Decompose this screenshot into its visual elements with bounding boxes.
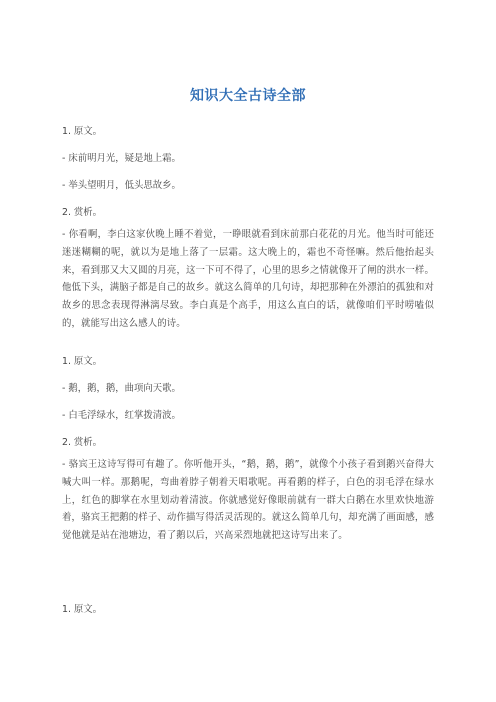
section-heading: 2. 赏析。	[62, 207, 103, 218]
section-heading: 1. 原文。	[62, 356, 103, 367]
poem-line: - 白毛浮绿水，红掌拨清波。	[62, 410, 181, 421]
section-heading: 2. 赏析。	[62, 437, 103, 448]
section-heading: 1. 原文。	[62, 604, 103, 615]
document-title: 知识大全古诗全部	[190, 88, 306, 104]
poem-line: - 鹅，鹅，鹅，曲项向天歌。	[62, 383, 181, 394]
poem-line: - 床前明月光，疑是地上霜。	[62, 153, 181, 164]
section-heading: 1. 原文。	[62, 126, 103, 137]
poem-line: - 举头望明月，低头思故乡。	[62, 180, 181, 191]
analysis-paragraph: - 你看啊，李白这家伙晚上睡不着觉，一睁眼就看到床前那白花花的月光。他当时可能还迷迷糊糊的呢，就以为是地上落了一层霜。这大晚上的，霜也不奇怪嘛。然后他抬起头来，看到那又大又圆的月亮，这一下可不得了，心里的思乡之情就像开了闸的洪水一样。他低下头，满脑子都是自己的故乡。就这么简单的几句诗，却把那种在外漂泊的孤独和对故乡的思念表现得淋漓尽致。李白真是个高手，用这么直白的话，就像咱们平时唠嗑似的，就能写出这么感人的诗。	[62, 229, 434, 329]
analysis-paragraph: - 骆宾王这诗写得可有趣了。你听他开头，“鹅，鹅，鹅”，就像个小孩子看到鹅兴奋得大喊大叫一样。那鹅呢，弯曲着脖子朝着天唱歌呢。再看鹅的样子，白色的羽毛浮在绿水上，红色的脚掌在水里划动着清波。你就感觉好像眼前就有一群大白鹅在水里欢快地游着，骆宾王把鹅的样子、动作描写得活灵活现的。就这么简单几句，却充满了画面感，感觉他就是站在池塘边，看了鹅以后，兴高采烈地就把这诗写出来了。	[62, 459, 434, 542]
